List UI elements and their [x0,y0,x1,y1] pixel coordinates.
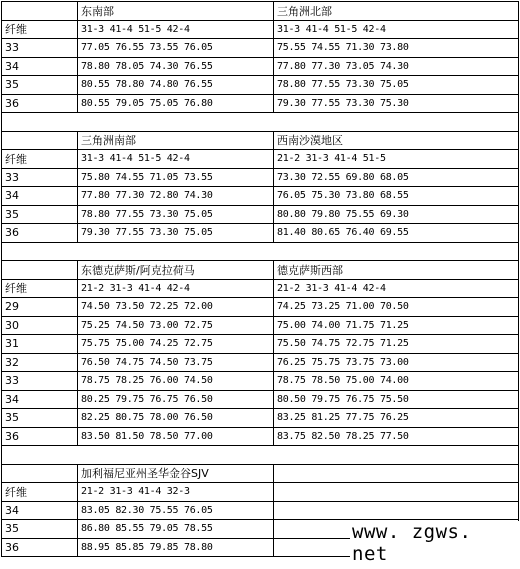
table-row [2,372,519,391]
table-row [2,335,519,354]
spacer-cell [2,113,519,132]
grade-header-left: 21-2 31-3 41-4 32-3 [78,483,274,502]
region-row [2,2,519,21]
price-cell-left: 79.30 77.55 73.30 75.05 [78,224,274,243]
price-cell-right: 75.00 74.00 71.75 71.25 [274,316,519,335]
price-cell-left: 78.75 78.25 76.00 74.50 [78,372,274,391]
price-cell-right: 76.05 75.30 73.80 68.55 [274,187,519,206]
price-cell-left: 83.50 81.50 78.50 77.00 [78,427,274,446]
price-cell-left: 76.50 74.75 74.50 73.75 [78,353,274,372]
grade-header-row [2,483,519,502]
price-cell-right: 77.80 77.30 73.05 74.30 [274,57,519,76]
table-row [2,168,519,187]
region-name-left: 三角洲南部 [78,131,274,150]
grade-header-right: 31-3 41-4 51-5 42-4 [274,20,519,39]
table-row [2,187,519,206]
price-cell-left: 86.80 85.55 79.05 78.55 [78,520,274,539]
fiber-length-cell: 36 [2,427,78,446]
spacer-row [2,113,519,132]
grade-header-right: 21-2 31-3 41-4 42-4 [274,279,519,298]
spacer-row [2,242,519,261]
table-row [2,501,519,520]
fiber-length-cell: 36 [2,94,78,113]
fiber-length-cell: 31 [2,335,78,354]
empty-cell [274,464,519,483]
spacer-row [2,446,519,465]
price-cell-left: 88.95 85.85 79.85 78.80 [78,538,274,557]
grade-header-row [2,150,519,169]
fiber-length-cell: 34 [2,390,78,409]
price-cell-right: 78.75 78.50 75.00 74.00 [274,372,519,391]
empty-cell [2,2,78,21]
region-name-left: 东德克萨斯/阿克拉荷马 [78,261,274,280]
region-name-right: 西南沙漠地区 [274,131,519,150]
table-row [2,57,519,76]
table-row [2,94,519,113]
grade-header-right: 21-2 31-3 41-4 51-5 [274,150,519,169]
price-cell-right: 73.30 72.55 69.80 68.05 [274,168,519,187]
price-cell-left: 80.25 79.75 76.75 76.50 [78,390,274,409]
empty-cell [2,131,78,150]
fiber-label: 纤维 [2,150,78,169]
price-cell-left: 78.80 77.55 73.30 75.05 [78,205,274,224]
table-row [2,205,519,224]
table-row [2,224,519,243]
table-row [2,76,519,95]
fiber-length-cell: 33 [2,168,78,187]
empty-cell [274,501,519,520]
fiber-length-cell: 36 [2,538,78,557]
table-row [2,409,519,428]
table-row [2,39,519,58]
empty-cell [2,464,78,483]
spacer-cell [2,446,519,465]
price-cell-left: 78.80 78.05 74.30 76.55 [78,57,274,76]
price-cell-right: 80.50 79.75 76.75 75.50 [274,390,519,409]
price-cell-left: 80.55 78.80 74.80 76.55 [78,76,274,95]
table-row [2,316,519,335]
fiber-label: 纤维 [2,20,78,39]
price-cell-right: 79.30 77.55 73.30 75.30 [274,94,519,113]
grade-header-row [2,20,519,39]
region-row [2,131,519,150]
region-name-left: 加利福尼亚州圣华金谷SJV [78,464,274,483]
price-cell-right: 83.25 81.25 77.75 76.25 [274,409,519,428]
table-row [2,353,519,372]
region-row [2,261,519,280]
price-cell-left: 75.25 74.50 73.00 72.75 [78,316,274,335]
fiber-length-cell: 35 [2,205,78,224]
fiber-length-cell: 34 [2,501,78,520]
fiber-length-cell: 35 [2,520,78,539]
fiber-length-cell: 35 [2,409,78,428]
grade-header-left: 31-3 41-4 51-5 42-4 [78,150,274,169]
price-cell-right: 80.80 79.80 75.55 69.30 [274,205,519,224]
price-cell-right: 81.40 80.65 76.40 69.55 [274,224,519,243]
cotton-price-table [1,1,519,557]
fiber-length-cell: 33 [2,39,78,58]
fiber-label: 纤维 [2,483,78,502]
price-cell-left: 75.75 75.00 74.25 72.75 [78,335,274,354]
price-cell-right: 78.80 77.55 73.30 75.05 [274,76,519,95]
price-cell-left: 77.05 76.55 73.55 76.05 [78,39,274,58]
fiber-length-cell: 36 [2,224,78,243]
fiber-length-cell: 30 [2,316,78,335]
fiber-label: 纤维 [2,279,78,298]
fiber-length-cell: 29 [2,298,78,317]
region-name-right: 三角洲北部 [274,2,519,21]
region-name-right: 德克萨斯西部 [274,261,519,280]
price-cell-right: 75.50 74.75 72.75 71.25 [274,335,519,354]
grade-header-left: 31-3 41-4 51-5 42-4 [78,20,274,39]
price-cell-right: 74.25 73.25 71.00 70.50 [274,298,519,317]
spacer-cell [2,242,519,261]
price-cell-right: 75.55 74.55 71.30 73.80 [274,39,519,58]
price-cell-right: 83.75 82.50 78.25 77.50 [274,427,519,446]
fiber-length-cell: 33 [2,372,78,391]
price-cell-left: 82.25 80.75 78.00 76.50 [78,409,274,428]
table-row [2,298,519,317]
watermark-text: www. zgws. net [350,521,520,565]
table-row [2,427,519,446]
price-cell-left: 74.50 73.50 72.25 72.00 [78,298,274,317]
fiber-length-cell: 34 [2,187,78,206]
table-row [2,390,519,409]
fiber-length-cell: 34 [2,57,78,76]
fiber-length-cell: 32 [2,353,78,372]
price-cell-left: 77.80 77.30 72.80 74.30 [78,187,274,206]
price-cell-left: 80.55 79.05 75.05 76.80 [78,94,274,113]
price-cell-left: 83.05 82.30 75.55 76.05 [78,501,274,520]
grade-header-left: 21-2 31-3 41-4 42-4 [78,279,274,298]
region-name-left: 东南部 [78,2,274,21]
price-cell-right: 76.25 75.75 73.75 73.00 [274,353,519,372]
fiber-length-cell: 35 [2,76,78,95]
grade-header-row [2,279,519,298]
price-cell-left: 75.80 74.55 71.05 73.55 [78,168,274,187]
empty-cell [274,483,519,502]
empty-cell [2,261,78,280]
region-row [2,464,519,483]
